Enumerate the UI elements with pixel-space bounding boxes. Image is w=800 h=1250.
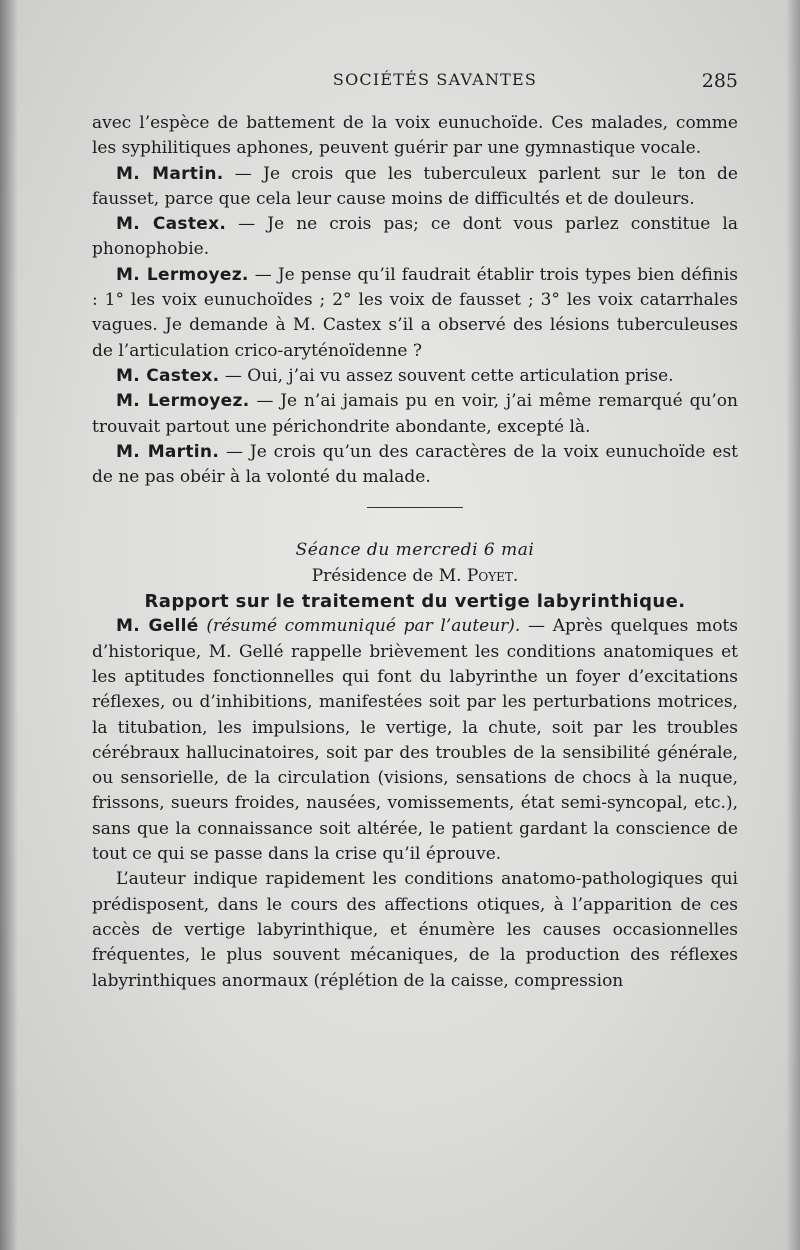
body-text: [92, 111, 738, 994]
running-title: SOCIÉTÉS SAVANTES: [332, 70, 538, 89]
section-divider: [367, 507, 463, 508]
speaker-name: M. Castex.: [116, 365, 220, 386]
dialogue-paragraph: [92, 162, 738, 213]
dialogue-text: — Je pense qu’il faudrait établir trois types bien définis : 1° les voix eunuchoïdes ; 2° les voix de fausset ; 3° les voix catarrhales vagues. Je demande à M. Castex s’il a observé des lésions tuberculeuses de l’articulation crico-aryténoïdenne ?: [92, 264, 738, 361]
speaker-name: M. Martin.: [116, 441, 220, 462]
speaker-name: M. Lermoyez.: [116, 264, 249, 285]
session-title: Séance du mercredi 6 mai: [295, 540, 535, 561]
presidence-prefix: Présidence de M.: [311, 565, 467, 586]
dialogue-text: — Je n’ai jamais pu en voir, j’ai même remarqué qu’on trouvait partout une périchondrite abondante, excepté là.: [92, 391, 738, 437]
president-name: Poyet: [466, 565, 513, 586]
dialogue-text: — Oui, j’ai vu assez souvent cette articulation prise.: [219, 365, 674, 386]
dialogue-paragraph: [92, 364, 738, 389]
speaker-name: M. Gellé: [116, 616, 199, 637]
dialogue-paragraph: [92, 440, 738, 491]
report-title: Rapport sur le traitement du vertige labyrinthique.: [144, 591, 686, 613]
speaker-name: M. Martin.: [116, 163, 224, 184]
presidence-line: [92, 564, 738, 589]
dialogue-paragraph: [92, 263, 738, 364]
dialogue-text: — Je crois que les tuberculeux parlent sur le ton de fausset, parce que cela leur cause moins de difficultés et de douleurs.: [92, 163, 738, 209]
dialogue-text: — Je crois qu’un des caractères de la voix eunuchoïde est de ne pas obéir à la volonté du malade.: [92, 441, 738, 488]
paragraph-continuation: avec l’espèce de battement de la voix eunuchoïde. Ces malades, comme les syphilitiques aphones, peuvent guérir par une gymnastique vocale.: [92, 113, 738, 159]
author-aside: (résumé communiqué par l’auteur).: [206, 616, 521, 637]
dialogue-paragraph: [92, 389, 738, 440]
page-number: 285: [701, 70, 738, 92]
dialogue-text: — Je ne crois pas; ce dont vous parlez constitue la phonophobie.: [92, 214, 738, 260]
running-head: [92, 70, 738, 96]
report-paragraph: L’auteur indique rapidement les conditions anatomo-pathologiques qui prédisposent, dans le cours des affections otiques, à l’apparition de ces accès de vertige labyrinthique, et énumère les causes occasionnelles fréquentes, le plus souvent mécaniques, de la production des réflexes labyrinthiques anormaux (réplétion de la caisse, compression: [92, 869, 738, 991]
presidence-suffix: .: [512, 565, 519, 586]
speaker-name: M. Castex.: [116, 214, 227, 235]
dialogue-paragraph: [92, 212, 738, 263]
report-paragraph: [92, 614, 738, 867]
speaker-name: M. Lermoyez.: [116, 391, 250, 412]
report-text: — Après quelques mots d’historique, M. Gellé rappelle brièvement les conditions anatomiques et les aptitudes fonctionnelles qui font du labyrinthe un foyer d’excitations réflexes, ou d’inhibitions, manifestées soit par les perturbations motrices, la titubation, les impulsions, le vertige, la chute, soit par les troubles cérébraux hallucinatoires, soit par des troubles de la sensibilité générale, ou sensorielle, de la circulation (visions, sensations de chocs à la nuque, frissons, sueurs froides, nausées, vomissements, état semi-syncopal, etc.), sans que la connaissance soit altérée, le patient gardant la conscience de tout ce qui se passe dans la crise qu’il éprouve.: [92, 616, 738, 865]
